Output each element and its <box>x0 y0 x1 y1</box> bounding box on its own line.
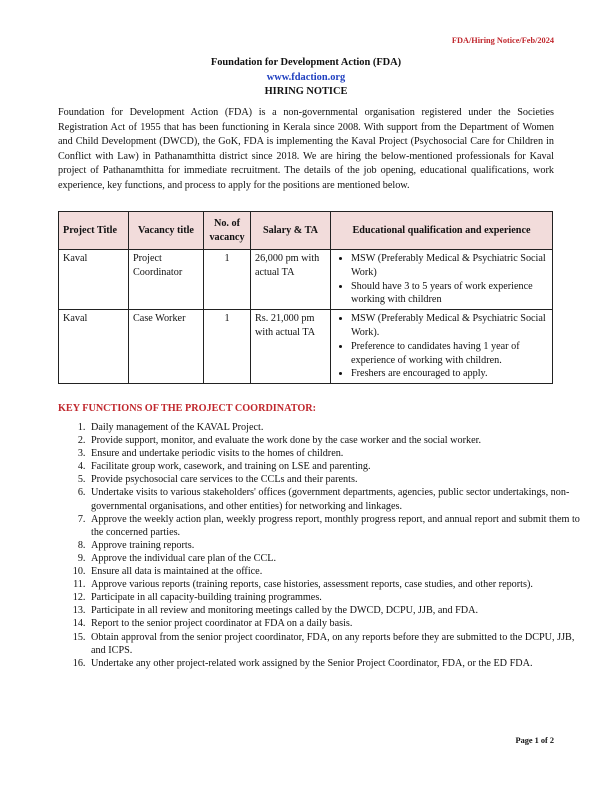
qualification-item: • MSW (Preferably Medical & Psychiatric Social Work) <box>351 252 548 280</box>
table-row <box>59 310 553 384</box>
cell-salary: Rs. 21,000 pm with actual TA <box>251 310 331 384</box>
list-item: 11. Approve various reports (training reports, case histories, assessment reports, case studies, and other reports). <box>88 578 584 591</box>
cell-project: Kaval <box>59 250 129 310</box>
organisation-name: Foundation for Development Action (FDA) <box>210 57 402 68</box>
cell-qualifications <box>331 250 553 310</box>
list-item: 14. Report to the senior project coordinator at FDA on a daily basis. <box>88 617 584 630</box>
cell-qualifications <box>331 310 553 384</box>
list-item: 15. Obtain approval from the senior project coordinator, FDA, on any reports before they are submitted to the DCPU, JJB, and ICPS. <box>88 631 584 657</box>
col-header-project-title: Project Title <box>59 212 129 250</box>
list-item: 6. Undertake visits to various stakeholders' offices (government departments, agencies, public sector undertakings, non-governmental organisations, and other entities) for networking and linkages. <box>88 486 584 512</box>
key-functions-heading: KEY FUNCTIONS OF THE PROJECT COORDINATOR: <box>58 403 317 414</box>
list-item: 8. Approve training reports. <box>88 539 584 552</box>
list-item: 16. Undertake any other project-related work assigned by the Senior Project Coordinator, FDA, or the ED FDA. <box>88 657 584 670</box>
list-item: 13. Participate in all review and monitoring meetings called by the DWCD, DCPU, JJB, and FDA. <box>88 604 584 617</box>
table-header-row <box>59 212 553 250</box>
intro-paragraph: Foundation for Development Action (FDA) is a non-governmental organisation registered under the Societies Registration Act of 1955 that has been functioning in Kerala since 2008. With support from the Department of Women and Child Development (DWCD), the GoK, FDA is implementing the Kaval Project (Psychosocial Care for Children in Conflict with Law) in Pathanamthitta district since 2018. We are hiring the below-mentioned professionals for Kaval project of Pathanamthitta for immediate recruitment. The details of the job opening, educational qualifications, work experience, key functions, and process to apply for the positions are mentioned below. <box>58 107 554 191</box>
col-header-salary: Salary & TA <box>251 212 331 250</box>
qualification-item: • MSW (Preferably Medical & Psychiatric Social Work). <box>351 312 548 340</box>
page-title: HIRING NOTICE <box>264 86 348 97</box>
col-header-qualification: Educational qualification and experience <box>331 212 553 250</box>
list-item: 10. Ensure all data is maintained at the office. <box>88 565 584 578</box>
list-item: 5. Provide psychosocial care services to the CCLs and their parents. <box>88 473 584 486</box>
vacancy-table <box>58 211 553 384</box>
list-item: 12. Participate in all capacity-building training programmes. <box>88 591 584 604</box>
qualification-item: • Should have 3 to 5 years of work experience working with children <box>351 280 548 308</box>
list-item: 4. Facilitate group work, casework, and training on LSE and parenting. <box>88 460 584 473</box>
cell-vacancy: Project Coordinator <box>129 250 204 310</box>
qualification-item: • Freshers are encouraged to apply. <box>351 367 548 381</box>
cell-salary: 26,000 pm with actual TA <box>251 250 331 310</box>
list-item: 9. Approve the individual care plan of the CCL. <box>88 552 584 565</box>
col-header-vacancy-count: No. of vacancy <box>204 212 251 250</box>
cell-count: 1 <box>204 250 251 310</box>
list-item: 7. Approve the weekly action plan, weekly progress report, monthly progress report, and annual report and submit them to the concerned parties. <box>88 513 584 539</box>
key-functions-list <box>58 421 584 670</box>
col-header-vacancy-title: Vacancy title <box>129 212 204 250</box>
document-reference: FDA/Hiring Notice/Feb/2024 <box>451 36 554 45</box>
qualification-item: • Preference to candidates having 1 year of experience of working with children. <box>351 340 548 368</box>
cell-count: 1 <box>204 310 251 384</box>
cell-vacancy: Case Worker <box>129 310 204 384</box>
table-row <box>59 250 553 310</box>
list-item: 2. Provide support, monitor, and evaluate the work done by the case worker and the social worker. <box>88 434 584 447</box>
cell-project: Kaval <box>59 310 129 384</box>
website-link[interactable]: www.fdaction.org <box>266 72 346 83</box>
list-item: 3. Ensure and undertake periodic visits to the homes of children. <box>88 447 584 460</box>
page-number: Page 1 of 2 <box>515 736 554 745</box>
list-item: 1. Daily management of the KAVAL Project. <box>88 421 584 434</box>
